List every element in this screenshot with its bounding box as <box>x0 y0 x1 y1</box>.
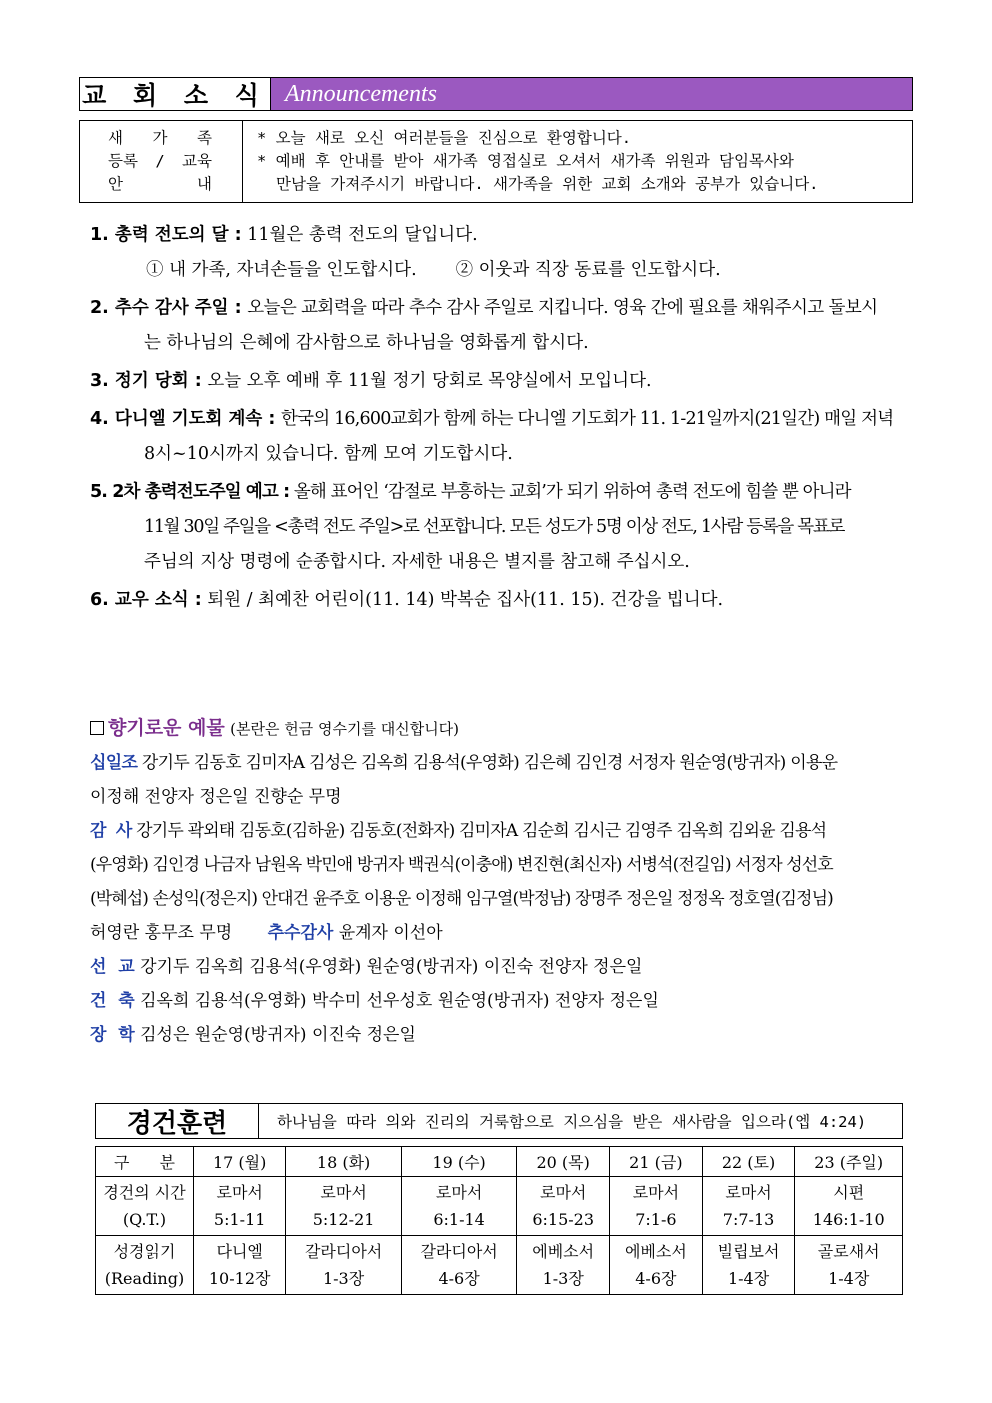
newcomer-labels <box>80 121 243 202</box>
announcement-text: ① 내 가족, 자녀손들을 인도합시다. ② 이웃과 직장 동료를 인도합시다. <box>146 260 721 280</box>
missions-row <box>90 950 902 984</box>
scholarship-row <box>90 1018 902 1052</box>
newcomer-text <box>243 121 912 202</box>
header-subtitle: Announcements <box>271 78 912 110</box>
row-label: 성경읽기 (Reading) <box>96 1236 194 1295</box>
announcement-item-2 <box>90 291 902 326</box>
newcomer-label-3: 안 내 <box>108 175 212 193</box>
announcement-text: 한국의 16,600교회가 함께 하는 다니엘 기도회가 11. 1-21일까지(21일간) 매일 저녁 <box>281 409 894 429</box>
newcomer-line: 만남을 가져주시기 바랍니다. 새가족을 위한 교회 소개와 공부가 있습니다. <box>276 175 819 193</box>
day-header: 20 (목) <box>517 1147 610 1177</box>
row-label: 경건의 시간 (Q.T.) <box>96 1177 194 1236</box>
announcement-text: 오늘은 교회력을 따라 추수 감사 주일로 지킵니다. 영육 간에 필요를 채워주시고 돌보시 <box>247 298 878 318</box>
newcomer-label-2: 등록 / 교육 <box>108 152 212 170</box>
missions-label: 선 교 <box>90 957 135 977</box>
corner-label: 구 <box>114 1153 130 1172</box>
thanks-names: (박혜섭) 손성익(정은지) 안대건 윤주호 이용운 이정해 임구열(박정남) 장명주 정은일 정정옥 정호열(김정님) <box>90 889 833 909</box>
building-label: 건 축 <box>90 991 135 1011</box>
building-row <box>90 984 902 1018</box>
thanks-row <box>90 814 902 848</box>
table-cell: 골로새서 1-4장 <box>795 1236 903 1295</box>
missions-names: 강기두 김옥희 김용석(우영화) 원순영(방귀자) 이진숙 전양자 정은일 <box>140 957 643 977</box>
building-names: 김옥희 김용석(우영화) 박수미 선우성호 원순영(방귀자) 전양자 정은일 <box>140 991 659 1011</box>
corner-cell <box>96 1147 194 1177</box>
announcement-head: 6. 교우 소식 : <box>90 590 202 610</box>
scholarship-label: 장 학 <box>90 1025 135 1045</box>
devotion-verse: 하나님을 따라 의와 진리의 거룩함으로 지으심을 받은 새사람을 입으라(엡 4:24) <box>277 1113 867 1131</box>
announcements-header <box>79 77 913 111</box>
announcement-item-6 <box>90 583 902 618</box>
thanks-names: (우영화) 김인경 나금자 남원옥 박민애 방귀자 백권식(이충애) 변진현(최신자) 서병석(전길임) 서정자 성선호 <box>90 855 833 875</box>
announcement-text: 오늘 오후 예배 후 11월 정기 당회로 목양실에서 모입니다. <box>207 371 652 391</box>
thanks-names: 강기두 곽외태 김동호(김하윤) 김동호(전화자) 김미자A 김순희 김시근 김영주 김옥희 김외윤 김용석 <box>136 821 827 841</box>
newcomer-box <box>79 120 913 203</box>
table-cell: 다니엘 10-12장 <box>194 1236 286 1295</box>
announcement-text: 는 하나님의 은혜에 감사함으로 하나님을 영화롭게 합시다. <box>144 333 589 353</box>
table-cell: 에베소서 1-3장 <box>517 1236 610 1295</box>
announcement-head: 2. 추수 감사 주일 : <box>90 298 242 318</box>
table-cell: 에베소서 4-6장 <box>610 1236 703 1295</box>
devotion-header <box>95 1103 903 1139</box>
announcement-text: 주님의 지상 명령에 순종합시다. 자세한 내용은 별지를 참고해 주십시오. <box>144 552 690 572</box>
offerings-section <box>90 711 902 1052</box>
table-cell: 로마서 7:1-6 <box>610 1177 703 1236</box>
day-header: 23 (주일) <box>795 1147 903 1177</box>
announcement-text: 올해 표어인 ‘감절로 부흥하는 교회’가 되기 위하여 총력 전도에 힘쓸 뿐 아니라 <box>293 482 851 502</box>
harvest-label: 추수감사 <box>267 923 334 943</box>
table-cell: 시편 146:1-10 <box>795 1177 903 1236</box>
header-title: 교 회 소 식 <box>80 78 271 110</box>
offerings-title: 향기로운 예물 <box>108 717 225 739</box>
announcement-item-5 <box>90 475 902 510</box>
table-cell: 갈라디아서 4-6장 <box>401 1236 517 1295</box>
day-header: 22 (토) <box>702 1147 795 1177</box>
scholarship-names: 김성은 원순영(방귀자) 이진숙 정은일 <box>140 1025 416 1045</box>
day-header: 18 (화) <box>286 1147 402 1177</box>
announcement-head: 4. 다니엘 기도회 계속 : <box>90 409 276 429</box>
announcement-head: 5. 2차 총력전도주일 예고 : <box>90 482 290 502</box>
table-cell: 로마서 6:15-23 <box>517 1177 610 1236</box>
offerings-heading <box>90 711 902 746</box>
announcement-item-1 <box>90 218 902 253</box>
announcement-text: 11월 30일 주일을 <총력 전도 주일>로 선포합니다. 모든 성도가 5명 이상 전도, 1사람 등록을 목표로 <box>144 517 845 537</box>
thanks-last-row <box>90 916 902 950</box>
table-cell: 빌립보서 1-4장 <box>702 1236 795 1295</box>
table-row-reading <box>96 1236 903 1295</box>
thanks-label: 감 사 <box>90 821 132 841</box>
devotion-title: 경건훈련 <box>96 1104 259 1138</box>
table-cell: 로마서 5:1-11 <box>194 1177 286 1236</box>
devotion-schedule-table <box>95 1146 903 1295</box>
newcomer-line: * 예배 후 안내를 받아 새가족 영접실로 오셔서 새가족 위원과 담임목사와 <box>257 152 794 170</box>
announcement-item-4 <box>90 402 902 437</box>
day-header: 19 (수) <box>401 1147 517 1177</box>
thanks-names: 허영란 홍무조 무명 <box>90 923 233 943</box>
table-row-qt <box>96 1177 903 1236</box>
table-cell: 갈라디아서 1-3장 <box>286 1236 402 1295</box>
day-header: 17 (월) <box>194 1147 286 1177</box>
tithe-label: 십일조 <box>90 753 138 773</box>
newcomer-label-1: 새 가 족 <box>108 129 212 147</box>
announcement-text: 11월은 총력 전도의 달입니다. <box>247 225 478 245</box>
harvest-names: 윤계자 이선아 <box>338 923 443 943</box>
table-header-row <box>96 1147 903 1177</box>
announcement-head: 1. 총력 전도의 달 : <box>90 225 242 245</box>
tithe-names: 이정해 전양자 정은일 진향순 무명 <box>90 787 342 807</box>
announcement-list <box>90 218 902 618</box>
checkbox-square-icon <box>90 721 104 735</box>
announcement-item-3 <box>90 364 902 399</box>
announcement-text: 8시~10시까지 있습니다. 함께 모여 기도합시다. <box>144 444 513 464</box>
announcement-head: 3. 정기 당회 : <box>90 371 202 391</box>
table-cell: 로마서 6:1-14 <box>401 1177 517 1236</box>
offerings-note: (본란은 헌금 영수기를 대신합니다) <box>230 720 460 738</box>
corner-label: 분 <box>159 1153 175 1172</box>
day-header: 21 (금) <box>610 1147 703 1177</box>
table-cell: 로마서 5:12-21 <box>286 1177 402 1236</box>
table-cell: 로마서 7:7-13 <box>702 1177 795 1236</box>
announcement-text: 퇴원 / 최예찬 어린이(11. 14) 박복순 집사(11. 15). 건강을 빕니다. <box>207 590 724 610</box>
tithe-names: 강기두 김동호 김미자A 김성은 김옥희 김용석(우영화) 김은혜 김인경 서정자 원순영(방귀자) 이용운 <box>141 753 838 773</box>
newcomer-line: * 오늘 새로 오신 여러분들을 진심으로 환영합니다. <box>257 129 632 147</box>
tithe-row <box>90 746 902 780</box>
